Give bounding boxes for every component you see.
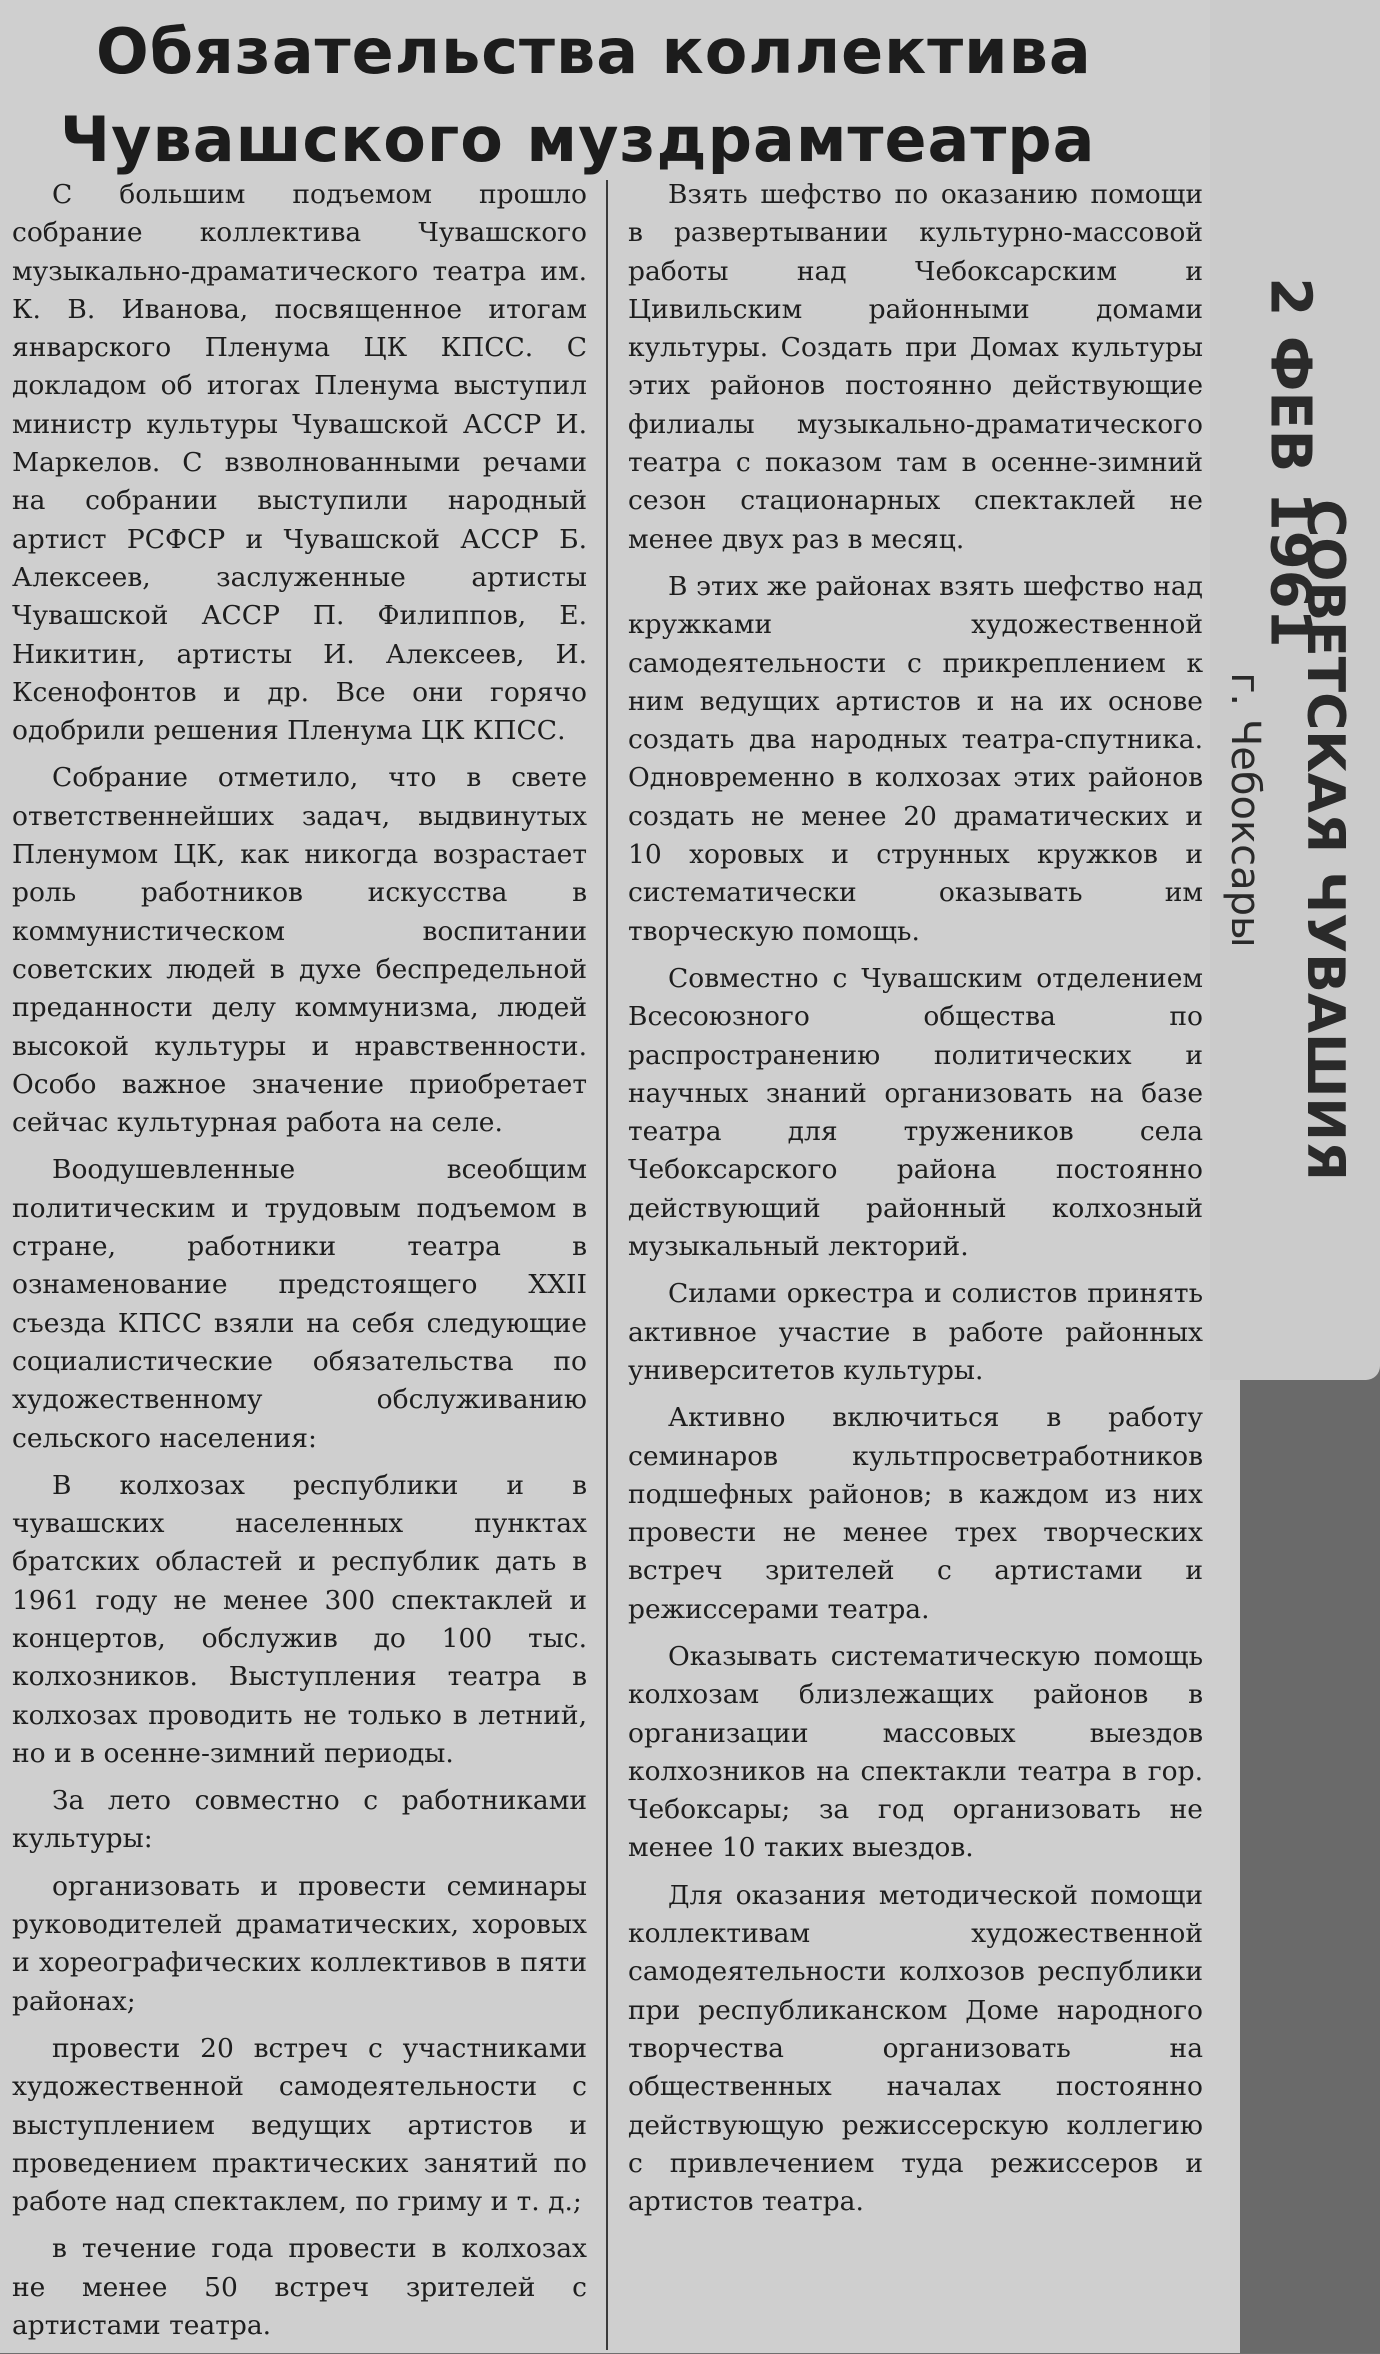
paragraph: Совместно с Чувашским отделением Всесоюзного общества по распространению политических и научных знаний организовать на базе театра для тружеников села Чебоксарского района постоянно действующий районный колхозный музыкальный лекторий. — [628, 962, 1203, 1263]
paragraph: Собрание отметило, что в свете ответственнейших задач, выдвинутых Пленумом ЦК, как никогда возрастает роль работников искусства в коммунистическом воспитании советских людей в духе беспредельной преданности делу коммунизма, людей высокой культуры и нравственности. Особо важное значение приобретает сейчас культурная работа на селе. — [12, 762, 587, 1139]
stamp-date: 2 ФЕВ 1961 — [1257, 277, 1323, 648]
paragraph: В колхозах республики и в чувашских населенных пунктах братских областей и республик дать в 1961 году не менее 300 спектаклей и концертов, обслужив до 100 тыс. колхозников. Выступления театра в колхозах проводить не только в летний, но и в осенне-зимний периоды. — [12, 1469, 587, 1769]
left-column — [12, 176, 587, 2354]
column-divider — [606, 180, 608, 2350]
paragraph: провести 20 встреч с участниками художественной самодеятельности с выступлением ведущих артистов и проведением практических занятий по работе над спектаклем, по гриму и т. д.; — [12, 2032, 587, 2218]
paragraph: Воодушевленные всеобщим политическим и трудовым подъемом в стране, работники театра в ознаменование предстоящего XXII съезда КПСС взяли на себя следующие социалистические обязательства по художественному обслуживанию сельского населения: — [12, 1154, 587, 1454]
paragraph: в течение года провести в колхозах не менее 50 встреч зрителей с артистами театра. — [12, 2233, 587, 2342]
headline-line-2: Чувашского муздрамтеатра — [60, 103, 1096, 176]
paragraph: В этих же районах взять шефство над кружками художественной самодеятельности с прикреплением к ним ведущих артистов и на их основе создать два народных театра-спутника. Одновременно в колхозах этих районов создать не менее 20 драматических и 10 хоровых и струнных кружков и систематически оказывать им творческую помощь. — [628, 570, 1203, 947]
paragraph: Силами оркестра и солистов принять активное участие в работе районных университетов культуры. — [628, 1278, 1203, 1386]
stamp-city: г. Чебоксары — [1222, 672, 1268, 948]
paragraph: Взять шефство по оказанию помощи в развертывании культурно-массовой работы над Чебоксарским и Цивильским районными домами культуры. Создать при Домах культуры этих районов постоянно действующие филиалы музыкально-драматического театра с показом там в осенне-зимний сезон стационарных спектаклей не менее двух раз в месяц. — [628, 179, 1203, 555]
headline — [60, 8, 1180, 184]
paragraph: За лето совместно с работниками культуры: — [12, 1785, 587, 1855]
paragraph: С большим подъемом прошло собрание коллектива Чувашского музыкально-драматического театра им. К. В. Иванова, посвященное итогам январского Пленума ЦК КПСС. С докладом об итогах Пленума выступил министр культуры Чувашской АССР И. Маркелов. С взволнованными речами на собрании выступили народный артист РСФСР и Чувашской АССР Б. Алексеев, заслуженные артисты Чувашской АССР П. Филиппов, Е. Никитин, артисты И. Алексеев, И. Ксенофонтов и др. Все они горячо одобрили решения Пленума ЦК КПСС. — [12, 179, 587, 747]
right-column — [628, 176, 1203, 2230]
paragraph: Оказывать систематическую помощь колхозам близлежащих районов в организации массовых выездов колхозников на спектакли театра в гор. Чебоксары; за год организовать не менее 10 таких выездов. — [628, 1640, 1203, 1864]
paragraph: Для оказания методической помощи коллективам художественной самодеятельности колхозов республики при республиканском Доме народного творчества организовать на общественных началах постоянно действующую режиссерскую коллегию с привлечением туда режиссеров и артистов театра. — [628, 1879, 1203, 2218]
paragraph: Активно включиться в работу семинаров культпросветработников подшефных районов; в каждом из них провести не менее трех творческих встреч зрителей с артистами и режиссерами театра. — [628, 1402, 1203, 1625]
stamp-newspaper-name: СОВЕТСКАЯ ЧУВАШИЯ — [1295, 499, 1355, 1181]
headline-line-1: Обязательства коллектива — [96, 15, 1092, 88]
paragraph: организовать и провести семинары руководителей драматических, хоровых и хореографических коллективов в пяти районах; — [12, 1870, 587, 2017]
